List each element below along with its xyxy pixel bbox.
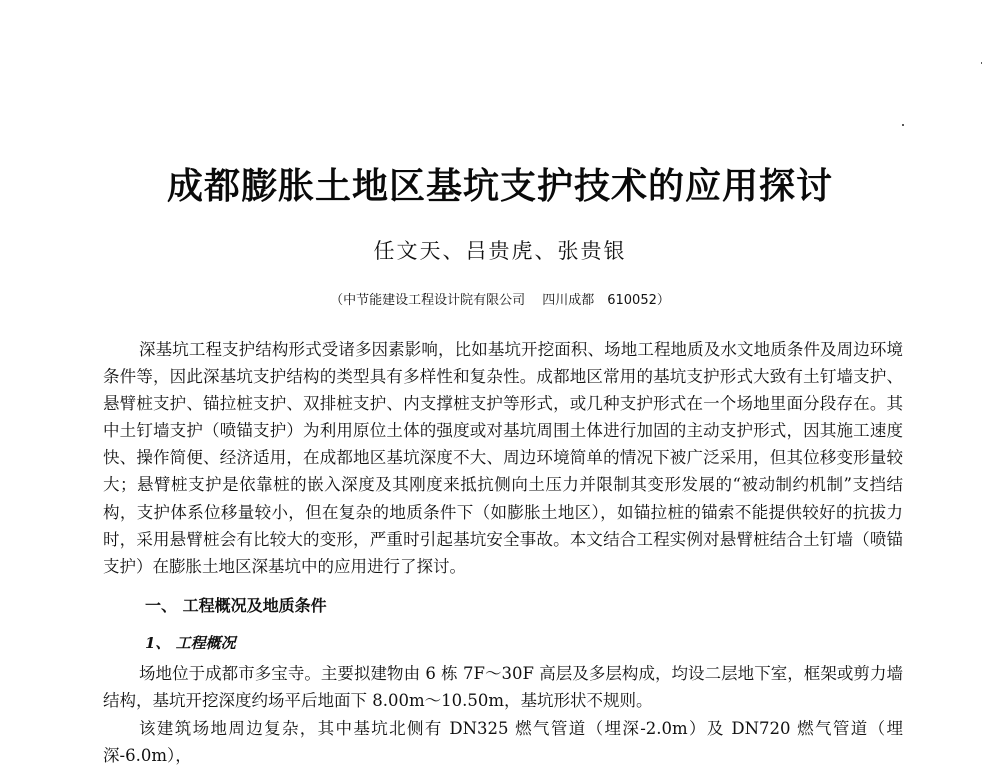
author-list: 任文天、吕贵虎、张贵银 — [373, 239, 627, 263]
site-surroundings-paragraph: 该建筑场地周边复杂，其中基坑北侧有 DN325 燃气管道（埋深-2.0m）及 DN720 燃气管道（埋深-6.0m）， — [103, 719, 903, 766]
scan-speck — [981, 62, 982, 64]
affiliation-line: （中节能建设工程设计院有限公司 四川成都 610052） — [330, 293, 670, 308]
paper-title: 成都膨胀土地区基坑支护技术的应用探讨 — [166, 166, 833, 207]
intro-paragraph: 深基坑工程支护结构形式受诸多因素影响，比如基坑开挖面积、场地工程地质及水文地质条件及周边环境条件等，因此深基坑支护结构的类型具有多样性和复杂性。成都地区常用的基坑支护形式大致有土钉墙支护、悬臂桩支护、锚拉桩支护、双排桩支护、内支撑桩支护等形式，或几种支护形式在一个场地里面分段存在。其中土钉墙支护（喷锚支护）为利用原位土体的强度或对基坑周围土体进行加固的主动支护形式，因其施工速度快、操作简便、经济适用，在成都地区基坑深度不大、周边环境简单的情况下被广泛采用，但其位移变形量较大；悬臂桩支护是依靠桩的嵌入深度及其刚度来抵抗侧向土压力并限制其变形发展的“被动制约机制”支挡结构，支护体系位移量较小，但在复杂的地质条件下（如膨胀土地区），如锚拉桩的锚索不能提供较好的抗拔力时，采用悬臂桩会有比较大的变形，严重时引起基坑安全事故。本文结合工程实例对悬臂桩结合土钉墙（喷锚支护）在膨胀土地区深基坑中的应用进行了探讨。 — [103, 340, 903, 576]
project-overview-paragraph: 场地位于成都市多宝寺。主要拟建物由 6 栋 7F～30F 高层及多层构成，均设二层地下室，框架或剪力墙结构，基坑开挖深度约场平后地面下 8.00m～10.50m，基坑形状不规则。 — [103, 664, 903, 711]
scan-speck — [902, 124, 904, 126]
subsection-heading: 1、 工程概况 — [145, 634, 236, 652]
section-heading: 一、 工程概况及地质条件 — [145, 596, 327, 615]
